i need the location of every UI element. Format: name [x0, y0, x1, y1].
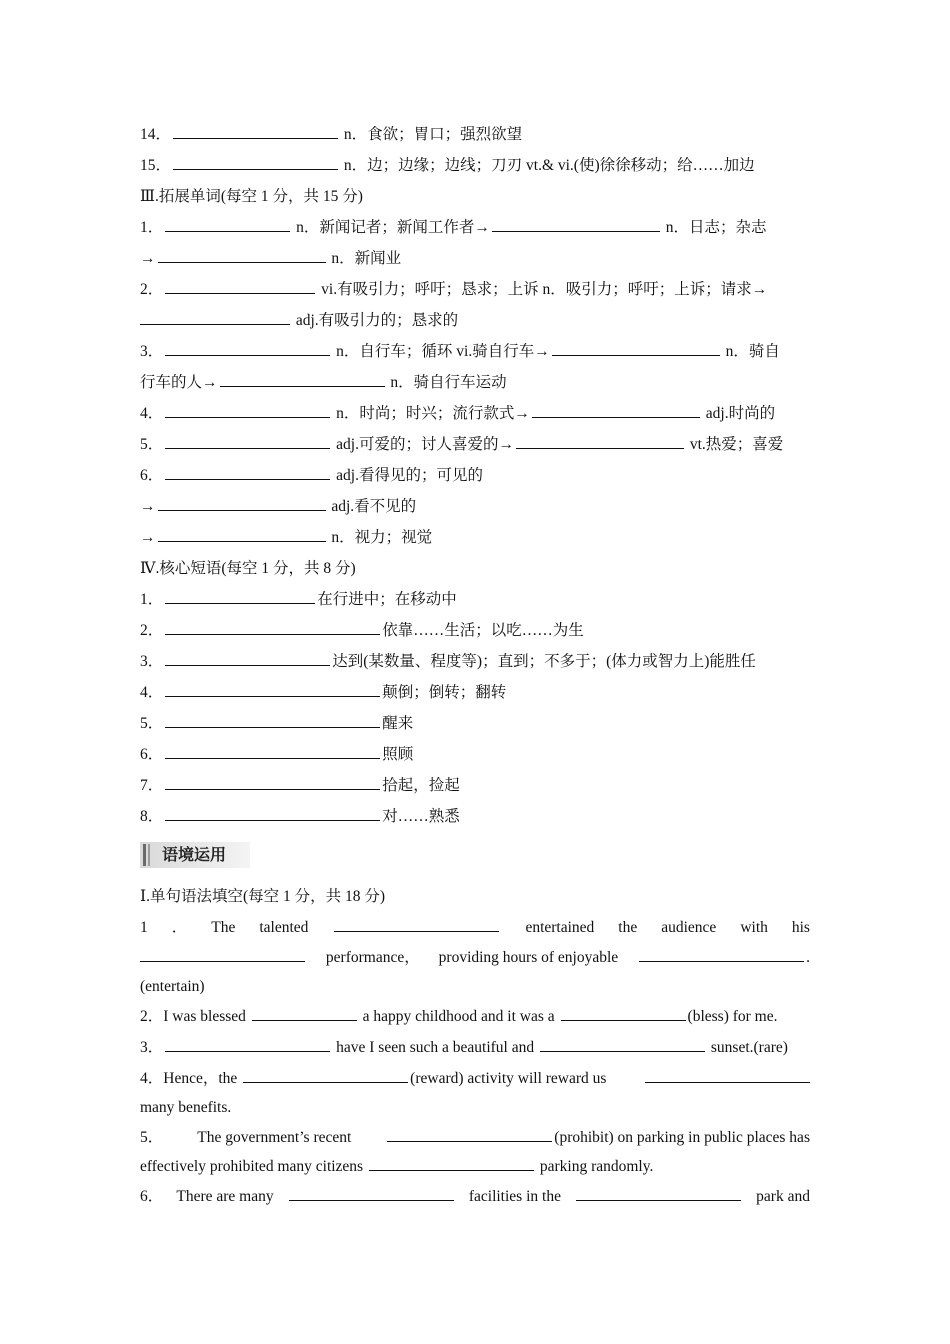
item-definition: vi.有吸引力；呼吁；恳求；上诉 n．吸引力；呼吁；上诉；请求→ — [321, 281, 768, 298]
answer-blank[interactable] — [165, 278, 315, 294]
item-number: 1． — [140, 591, 164, 608]
item-definition: vt.热爱；喜爱 — [689, 436, 784, 453]
phrase-item-8 — [140, 805, 810, 829]
question-2 — [140, 1005, 810, 1029]
item-number: 8． — [140, 808, 164, 825]
question-text: (reward) activity will reward us — [410, 1070, 607, 1087]
extend-item-4 — [140, 402, 810, 426]
word: audience — [661, 919, 717, 936]
answer-blank[interactable] — [165, 650, 330, 666]
item-definition: n．食欲；胃口；强烈欲望 — [343, 126, 523, 143]
answer-blank[interactable] — [165, 464, 330, 480]
answer-blank[interactable] — [552, 340, 720, 356]
answer-blank[interactable] — [165, 712, 380, 728]
answer-blank[interactable] — [289, 1185, 454, 1201]
extend-item-2 — [140, 278, 810, 302]
phrase-item-7 — [140, 774, 810, 798]
question-text: parking randomly. — [539, 1158, 654, 1175]
answer-blank[interactable] — [165, 743, 380, 759]
item-number: 1． — [140, 219, 164, 236]
answer-blank[interactable] — [165, 805, 380, 821]
question-number: 6． — [140, 1188, 164, 1205]
word: talented — [259, 919, 309, 936]
question-6-line-1 — [140, 1185, 810, 1209]
item-number: 4． — [140, 684, 164, 701]
vocab-item-14 — [140, 123, 810, 147]
item-definition: n．边；边缘；边线；刀刃 vt.& vi.(使)徐徐移动；给……加边 — [343, 157, 755, 174]
answer-blank[interactable] — [158, 247, 326, 263]
answer-blank[interactable] — [165, 433, 330, 449]
question-4-line-1 — [140, 1067, 810, 1091]
answer-blank[interactable] — [173, 123, 338, 139]
answer-blank[interactable] — [532, 402, 700, 418]
extend-item-5 — [140, 433, 810, 457]
item-number: 14． — [140, 126, 172, 143]
question-1-line-2 — [140, 946, 810, 970]
item-number: 4． — [140, 405, 164, 422]
word: The — [211, 919, 236, 936]
question-text: I was blessed — [163, 1008, 246, 1025]
vocab-item-15 — [140, 154, 810, 178]
question-text: effectively prohibited many citizens — [140, 1158, 364, 1175]
answer-blank[interactable] — [639, 946, 804, 962]
item-definition: n．日志；杂志 — [665, 219, 767, 236]
header-stripe — [143, 844, 146, 866]
item-definition: adj.看不见的 — [331, 498, 417, 515]
item-number: 15． — [140, 157, 172, 174]
item-definition: adj.可爱的；讨人喜爱的→ — [336, 436, 514, 453]
question-text: a happy childhood and it was a — [362, 1008, 555, 1025]
item-definition: adj.有吸引力的；恳求的 — [295, 312, 459, 329]
punctuation: ． — [171, 919, 188, 936]
answer-blank[interactable] — [252, 1005, 357, 1021]
answer-blank[interactable] — [140, 309, 290, 325]
question-number: 2． — [140, 1008, 164, 1025]
phrase-item-6 — [140, 743, 810, 767]
phrase-item-2 — [140, 619, 810, 643]
question-number: 5． — [140, 1129, 164, 1146]
phrase-meaning: 对……熟悉 — [382, 808, 460, 825]
item-number: 7． — [140, 777, 164, 794]
question-1-line-1 — [140, 916, 810, 940]
item-definition: adj.看得见的；可见的 — [336, 467, 483, 484]
phrase-item-3 — [140, 650, 810, 674]
header-stripe — [148, 844, 150, 866]
question-text: facilities in the — [468, 1188, 561, 1205]
question-text: The government’s recent — [197, 1129, 352, 1146]
phrase-meaning: 醒来 — [382, 715, 414, 732]
item-definition: adj.时尚的 — [705, 405, 776, 422]
section-header-title: 语境运用 — [162, 845, 227, 864]
item-number: 2． — [140, 622, 164, 639]
arrow: → — [140, 529, 156, 546]
phrase-meaning: 在行进中；在移动中 — [317, 591, 457, 608]
answer-blank[interactable] — [369, 1155, 534, 1171]
question-3 — [140, 1036, 810, 1060]
question-text: park and — [756, 1188, 810, 1205]
item-definition: n．新闻业 — [331, 250, 402, 267]
question-text: There are many — [176, 1188, 274, 1205]
answer-blank[interactable] — [243, 1067, 408, 1083]
answer-blank[interactable] — [645, 1067, 810, 1083]
phrase-item-1 — [140, 588, 810, 612]
phrase-meaning: 达到(某数量、程度等)；直到；不多于；(体力或智力上)能胜任 — [332, 653, 756, 670]
section-3-heading: Ⅲ.拓展单词(每空 1 分，共 15 分) — [140, 188, 363, 205]
answer-blank[interactable] — [165, 619, 380, 635]
phrase-item-5 — [140, 712, 810, 736]
question-text: sunset.(rare) — [710, 1039, 788, 1056]
item-definition: n．骑自 — [725, 343, 780, 360]
arrow: → — [140, 498, 156, 515]
question-number: 3． — [140, 1039, 164, 1056]
extend-item-2-cont — [140, 309, 810, 333]
question-text: have I seen such a beautiful and — [336, 1039, 535, 1056]
extend-item-1-cont — [140, 247, 810, 271]
answer-blank[interactable] — [576, 1185, 741, 1201]
answer-blank[interactable] — [165, 340, 330, 356]
phrase-meaning: 照顾 — [382, 746, 414, 763]
answer-blank[interactable] — [334, 916, 499, 932]
question-5-line-2 — [140, 1155, 810, 1179]
question-1-line-3: (entertain) — [140, 978, 205, 995]
word: his — [791, 919, 810, 936]
word: the — [618, 919, 638, 936]
question-number: 1 — [140, 919, 148, 936]
item-number: 6． — [140, 467, 164, 484]
extend-item-3 — [140, 340, 810, 364]
item-definition: n．自行车；循环 vi.骑自行车→ — [336, 343, 550, 360]
answer-blank[interactable] — [165, 402, 330, 418]
answer-blank[interactable] — [387, 1126, 552, 1142]
extend-item-6-cont2 — [140, 526, 810, 550]
word: entertained — [525, 919, 595, 936]
answer-blank[interactable] — [540, 1036, 705, 1052]
answer-blank[interactable] — [173, 154, 338, 170]
question-number: 4． — [140, 1070, 164, 1087]
item-definition: 行车的人→ — [140, 374, 218, 391]
item-definition: n．时尚；时兴；流行款式→ — [336, 405, 530, 422]
item-definition: n．视力；视觉 — [331, 529, 433, 546]
question-text: (bless) for me. — [687, 1008, 778, 1025]
answer-blank[interactable] — [165, 681, 380, 697]
answer-blank[interactable] — [158, 495, 326, 511]
answer-blank[interactable] — [561, 1005, 686, 1021]
arrow: → — [140, 250, 156, 267]
answer-blank[interactable] — [140, 946, 305, 962]
answer-blank[interactable] — [158, 526, 326, 542]
answer-blank[interactable] — [492, 216, 660, 232]
phrase-meaning: 颠倒；倒转；翻转 — [382, 684, 507, 701]
question-text: Hence，the — [163, 1070, 238, 1087]
section-1-heading: Ⅰ.单句语法填空(每空 1 分，共 18 分) — [140, 888, 386, 905]
phrase-meaning: 依靠……生活；以吃……为生 — [382, 622, 584, 639]
extend-item-6 — [140, 464, 810, 488]
answer-blank[interactable] — [165, 588, 315, 604]
question-text: performance， — [325, 949, 420, 966]
item-number: 3． — [140, 653, 164, 670]
phrase-item-4 — [140, 681, 810, 705]
question-text: (prohibit) on parking in public places has — [554, 1129, 810, 1146]
phrase-meaning: 拾起，捡起 — [382, 777, 460, 794]
section-header-bar — [140, 842, 250, 868]
answer-blank[interactable] — [165, 216, 290, 232]
extend-item-1 — [140, 216, 810, 240]
item-definition: n．新闻记者；新闻工作者→ — [296, 219, 490, 236]
answer-blank[interactable] — [220, 371, 385, 387]
item-number: 5． — [140, 436, 164, 453]
section-4-heading: Ⅳ.核心短语(每空 1 分，共 8 分) — [140, 560, 356, 577]
item-number: 6． — [140, 746, 164, 763]
extend-item-6-cont — [140, 495, 810, 519]
question-text: providing hours of enjoyable — [438, 949, 619, 966]
item-number: 5． — [140, 715, 164, 732]
question-4-line-2: many benefits. — [140, 1099, 232, 1116]
question-5-line-1 — [140, 1126, 810, 1150]
word: with — [740, 919, 768, 936]
answer-blank[interactable] — [165, 774, 380, 790]
extend-item-3-cont — [140, 371, 810, 395]
answer-blank[interactable] — [165, 1036, 330, 1052]
item-number: 3． — [140, 343, 164, 360]
punctuation: . — [806, 949, 810, 966]
item-definition: n．骑自行车运动 — [390, 374, 507, 391]
item-number: 2． — [140, 281, 164, 298]
answer-blank[interactable] — [516, 433, 684, 449]
